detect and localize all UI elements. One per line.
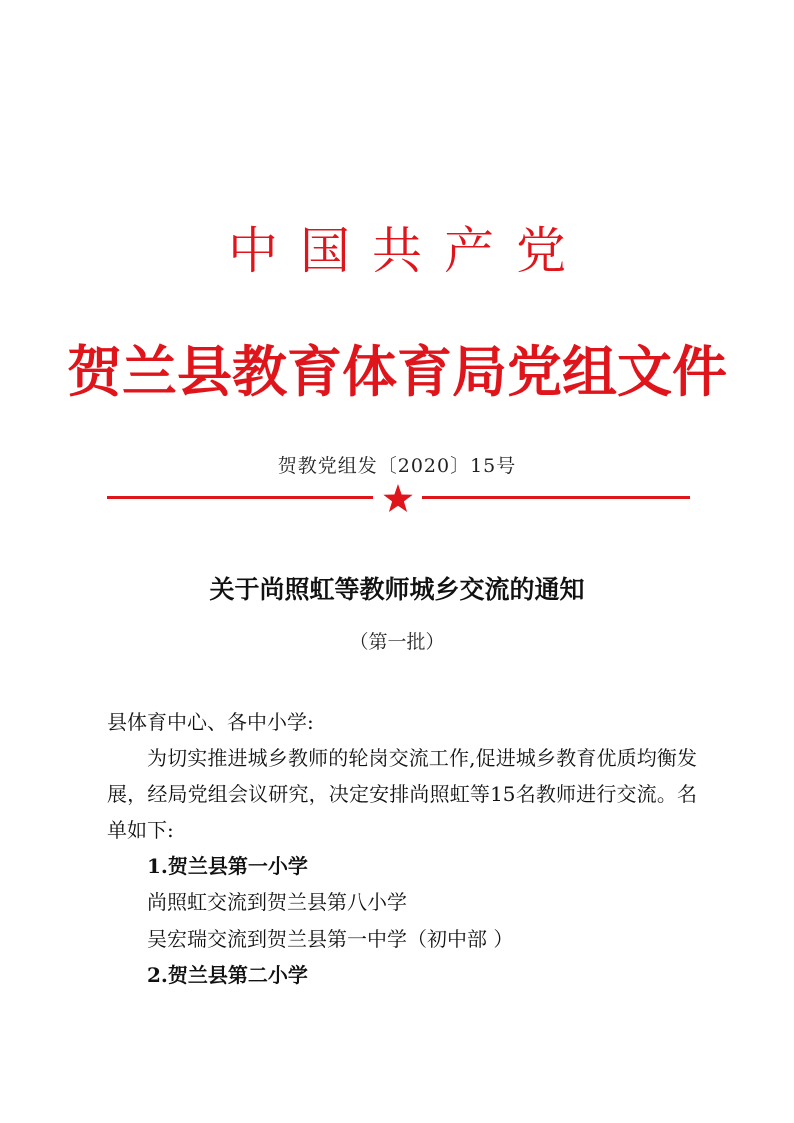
- notice-title: 关于尚照虹等教师城乡交流的通知: [209, 575, 585, 604]
- salutation: 县体育中心、各中小学:: [107, 710, 314, 734]
- section-heading: 2.贺兰县第二小学: [147, 963, 308, 987]
- org-name: 中国共产党: [228, 222, 588, 280]
- red-divider-right: [422, 496, 690, 499]
- list-item: 吴宏瑞交流到贺兰县第一中学（初中部 ）: [147, 927, 514, 951]
- notice-batch: （第一批）: [349, 631, 445, 653]
- document-title: 贺兰县教育体育局党组文件: [66, 340, 727, 404]
- document-number: 贺教党组发〔2020〕15号: [277, 455, 517, 477]
- star-icon: [382, 483, 414, 515]
- list-item: 尚照虹交流到贺兰县第八小学: [147, 890, 407, 914]
- red-divider-left: [107, 496, 373, 499]
- section-heading: 1.贺兰县第一小学: [147, 854, 308, 878]
- body-paragraph: 为切实推进城乡教师的轮岗交流工作,促进城乡教育优质均衡发展，经局党组会议研究，决定安排尚照虹等15名教师进行交流。名单如下:: [107, 746, 697, 842]
